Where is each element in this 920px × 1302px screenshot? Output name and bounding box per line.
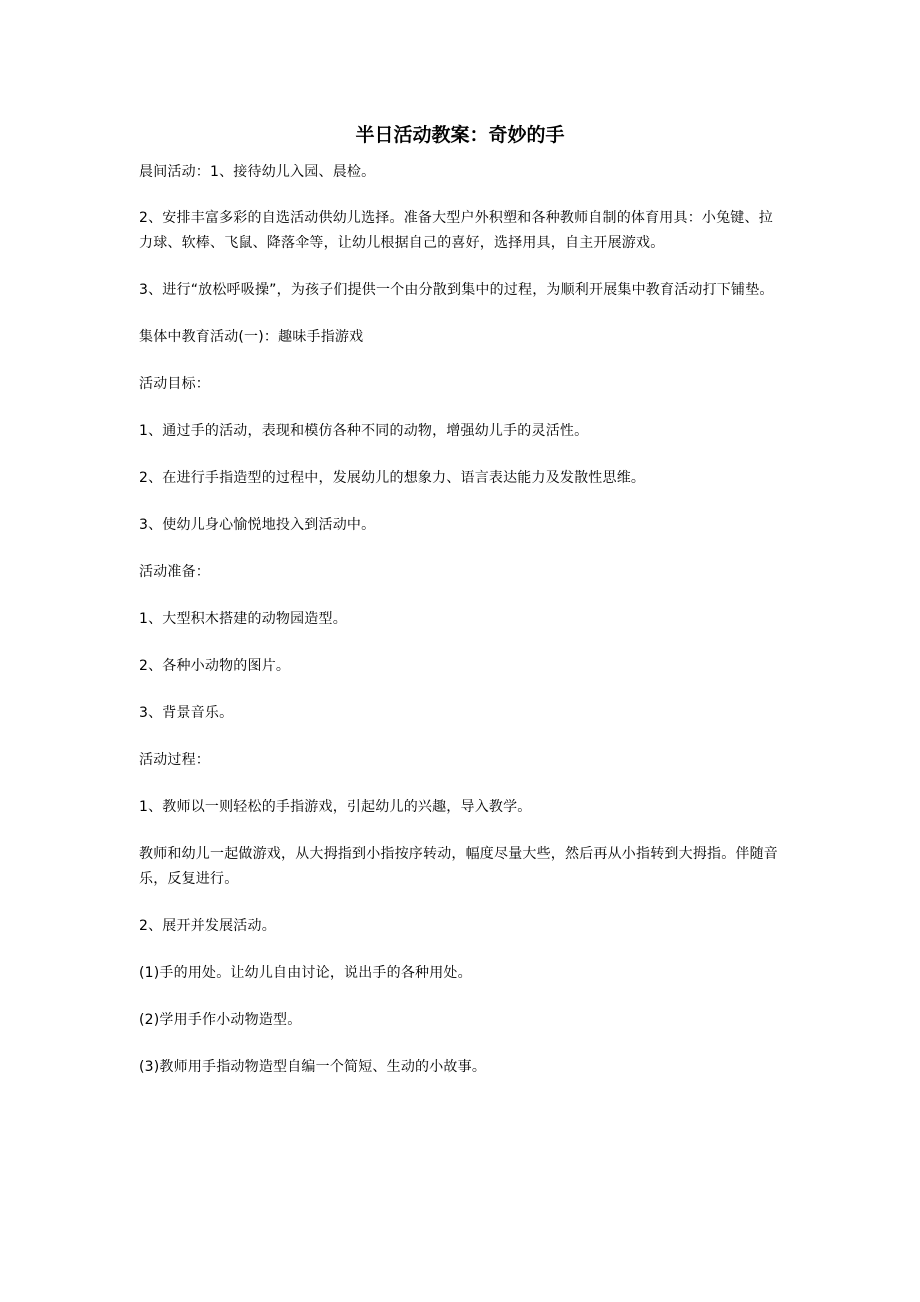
paragraph-process-1: 1、教师以一则轻松的手指游戏，引起幼儿的兴趣，导入教学。 — [139, 799, 532, 815]
paragraph-subitem-1: (1)手的用处。让幼儿自由讨论，说出手的各种用处。 — [139, 965, 472, 981]
document-body — [139, 160, 784, 1102]
paragraph-goal-3: 3、使幼儿身心愉悦地投入到活动中。 — [139, 517, 376, 533]
paragraph-preparation-2: 2、各种小动物的图片。 — [139, 658, 291, 674]
paragraph-process-2: 2、展开并发展活动。 — [139, 918, 276, 934]
paragraph-preparation-1: 1、大型积木搭建的动物园造型。 — [139, 611, 347, 627]
paragraph-group-activity-heading: 集体中教育活动(一)：趣味手指游戏 — [139, 329, 364, 345]
document-title: 半日活动教案：奇妙的手 — [355, 124, 565, 146]
paragraph-goal-2: 2、在进行手指造型的过程中，发展幼儿的想象力、语言表达能力及发散性思维。 — [139, 470, 646, 486]
paragraph-subitem-3: (3)教师用手指动物造型自编一个简短、生动的小故事。 — [139, 1059, 487, 1075]
paragraph-breathing-exercise: 3、进行“放松呼吸操”，为孩子们提供一个由分散到集中的过程，为顺利开展集中教育活动打下铺垫。 — [139, 282, 774, 298]
paragraph-subitem-2: (2)学用手作小动物造型。 — [139, 1012, 302, 1028]
paragraph-goals-heading: 活动目标： — [139, 376, 210, 392]
paragraph-preparation-heading: 活动准备： — [139, 564, 210, 580]
paragraph-process-heading: 活动过程： — [139, 752, 210, 768]
paragraph-preparation-3: 3、背景音乐。 — [139, 705, 234, 721]
paragraph-goal-1: 1、通过手的活动，表现和模仿各种不同的动物，增强幼儿手的灵活性。 — [139, 423, 589, 439]
paragraph-morning-activity: 晨间活动：1、接待幼儿入园、晨检。 — [139, 164, 376, 180]
paragraph-process-game-detail: 教师和幼儿一起做游戏，从大拇指到小指按序转动，幅度尽量大些，然后再从小指转到大拇指。伴随音乐，反复进行。 — [139, 846, 778, 887]
paragraph-free-choice-activity: 2、安排丰富多彩的自选活动供幼儿选择。准备大型户外积塑和各种教师自制的体育用具：小兔键、拉力球、软棒、飞鼠、降落伞等，让幼儿根据自己的喜好，选择用具，自主开展游戏。 — [139, 210, 773, 251]
